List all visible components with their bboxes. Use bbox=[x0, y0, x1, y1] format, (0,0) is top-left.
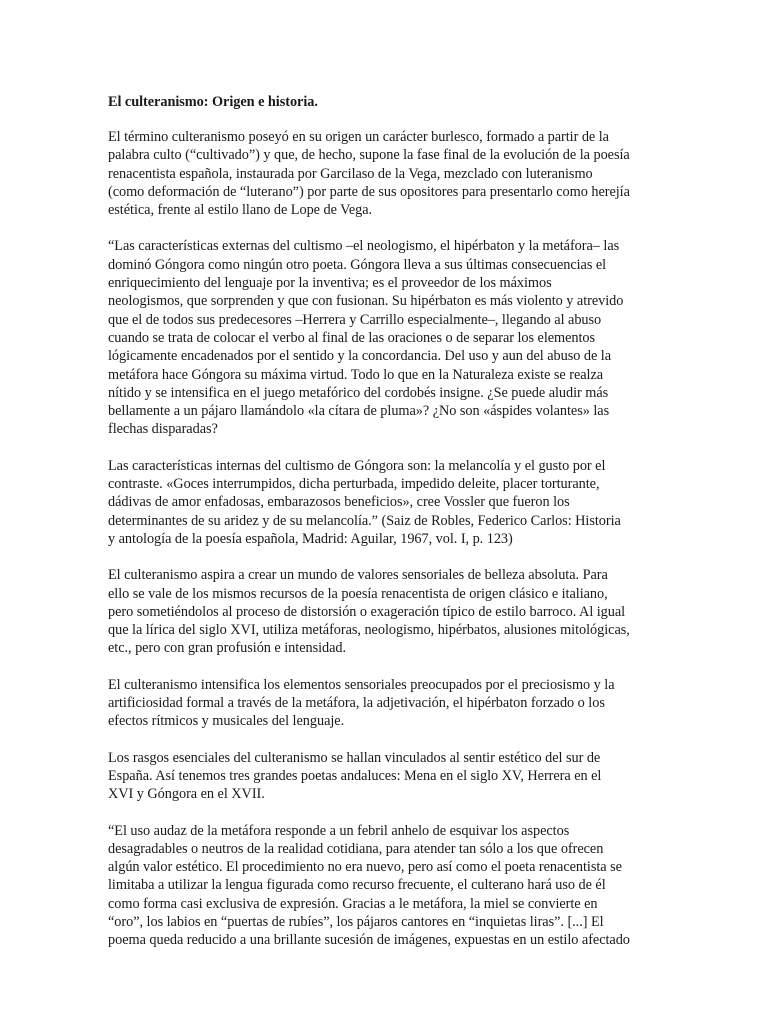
document-title: El culteranismo: Origen e historia. bbox=[108, 94, 318, 110]
document-page bbox=[108, 93, 660, 968]
text-line: palabra culto (“cultivado”) y que, de hecho, supone la fase final de la evolución de la poesía bbox=[108, 147, 630, 164]
text-line: que la lírica del siglo XVI, utiliza metáforas, neologismo, hipérbatos, alusiones mitológicas, bbox=[108, 622, 630, 639]
text-line: bellamente a un pájaro llamándolo «la cítara de pluma»? ¿No son «áspides volantes» las bbox=[108, 403, 610, 420]
text-line: enriquecimiento del lenguaje por la inventiva; es el proveedor de los máximos bbox=[108, 275, 552, 292]
text-line: algún valor estético. El procedimiento no era nuevo, pero así como el poeta renacentista se bbox=[108, 859, 622, 876]
text-line: estética, frente al estilo llano de Lope de Vega. bbox=[108, 202, 373, 219]
text-line: El culteranismo intensifica los elementos sensoriales preocupados por el preciosismo y la bbox=[108, 676, 615, 693]
text-line: (como deformación de “luterano”) por parte de sus opositores para presentarlo como herejía bbox=[108, 183, 630, 200]
text-line: El término culteranismo poseyó en su origen un carácter burlesco, formado a partir de la bbox=[108, 129, 609, 145]
text-line: pero sometiéndolos al proceso de distorsión o exageración típico de estilo barroco. Al igual bbox=[108, 603, 626, 620]
text-line: nítido y se intensifica en el juego metafórico del cordobés insigne. ¿Se puede aludir más bbox=[108, 384, 609, 401]
text-line: “oro”, los labios en “puertas de rubíes”, los pájaros cantores en “inquietas liras”. [...] El bbox=[108, 913, 604, 930]
paragraph bbox=[108, 566, 660, 657]
text-line: contraste. «Goces interrumpidos, dicha perturbada, impedido deleite, placer torturante, bbox=[108, 476, 600, 493]
text-line: lógicamente encadenados por el sentido y la concordancia. Del uso y aun del abuso de la bbox=[108, 348, 612, 365]
text-line: etc., pero con gran profusión e intensidad. bbox=[108, 640, 347, 657]
text-line: renacentista española, instaurada por Garcilaso de la Vega, mezclado con luteranismo bbox=[108, 165, 593, 182]
text-line: Los rasgos esenciales del culteranismo se hallan vinculados al sentir estético del sur de bbox=[108, 749, 601, 766]
paragraph bbox=[108, 822, 660, 950]
paragraph bbox=[108, 237, 660, 438]
text-line: neologismos, que sorprenden y que con fusionan. Su hipérbaton es más violento y atrevido bbox=[108, 293, 624, 310]
paragraph bbox=[108, 457, 660, 548]
text-line: efectos rítmicos y musicales del lenguaje. bbox=[108, 713, 345, 730]
paragraph bbox=[108, 128, 660, 219]
paragraph bbox=[108, 749, 660, 804]
text-line: XVI y Góngora en el XVII. bbox=[108, 786, 265, 803]
document-body bbox=[108, 128, 660, 950]
text-line: como forma casi exclusiva de expresión. Gracias a le metáfora, la miel se convierte en bbox=[108, 895, 598, 912]
paragraph bbox=[108, 676, 660, 731]
text-line: poema queda reducido a una brillante sucesión de imágenes, expuestas en un estilo afectado bbox=[108, 932, 630, 949]
text-line: Las características internas del cultismo de Góngora son: la melancolía y el gusto por el bbox=[108, 457, 606, 474]
text-line: cuando se trata de colocar el verbo al final de las oraciones o de separar los elementos bbox=[108, 329, 596, 346]
text-line: España. Así tenemos tres grandes poetas andaluces: Mena en el siglo XV, Herrera en el bbox=[108, 767, 602, 784]
text-line: flechas disparadas? bbox=[108, 421, 218, 438]
text-line: desagradables o neutros de la realidad cotidiana, para atender tan sólo a los que ofrecen bbox=[108, 840, 604, 857]
text-line: “El uso audaz de la metáfora responde a un febril anhelo de esquivar los aspectos bbox=[108, 822, 570, 839]
text-line: dominó Góngora como ningún otro poeta. Góngora lleva a sus últimas consecuencias el bbox=[108, 256, 607, 273]
text-line: ello se vale de los mismos recursos de la poesía renacentista de origen clásico e italiano, bbox=[108, 585, 608, 602]
text-line: determinantes de su aridez y de su melancolía.” (Saiz de Robles, Federico Carlos: Historia bbox=[108, 512, 621, 529]
text-line: metáfora hace Góngora su máxima virtud. Todo lo que en la Naturaleza existe se realza bbox=[108, 366, 604, 383]
text-line: artificiosidad formal a través de la metáfora, la adjetivación, el hipérbaton forzado o los bbox=[108, 695, 605, 712]
text-line: que el de todos sus predecesores –Herrera y Carrillo especialmente–, llegando al abuso bbox=[108, 311, 602, 328]
text-line: El culteranismo aspira a crear un mundo de valores sensoriales de belleza absoluta. Para bbox=[108, 567, 608, 584]
text-line: dádivas de amor enfadosas, embarazosos beneficios», cree Vossler que fueron los bbox=[108, 494, 570, 511]
text-line: limitaba a utilizar la lengua figurada como recurso frecuente, el culterano hará uso de él bbox=[108, 877, 606, 894]
text-line: y antología de la poesía española, Madrid: Aguilar, 1967, vol. I, p. 123) bbox=[108, 530, 513, 547]
text-line: “Las características externas del cultismo –el neologismo, el hipérbaton y la metáfora– las bbox=[108, 238, 620, 255]
